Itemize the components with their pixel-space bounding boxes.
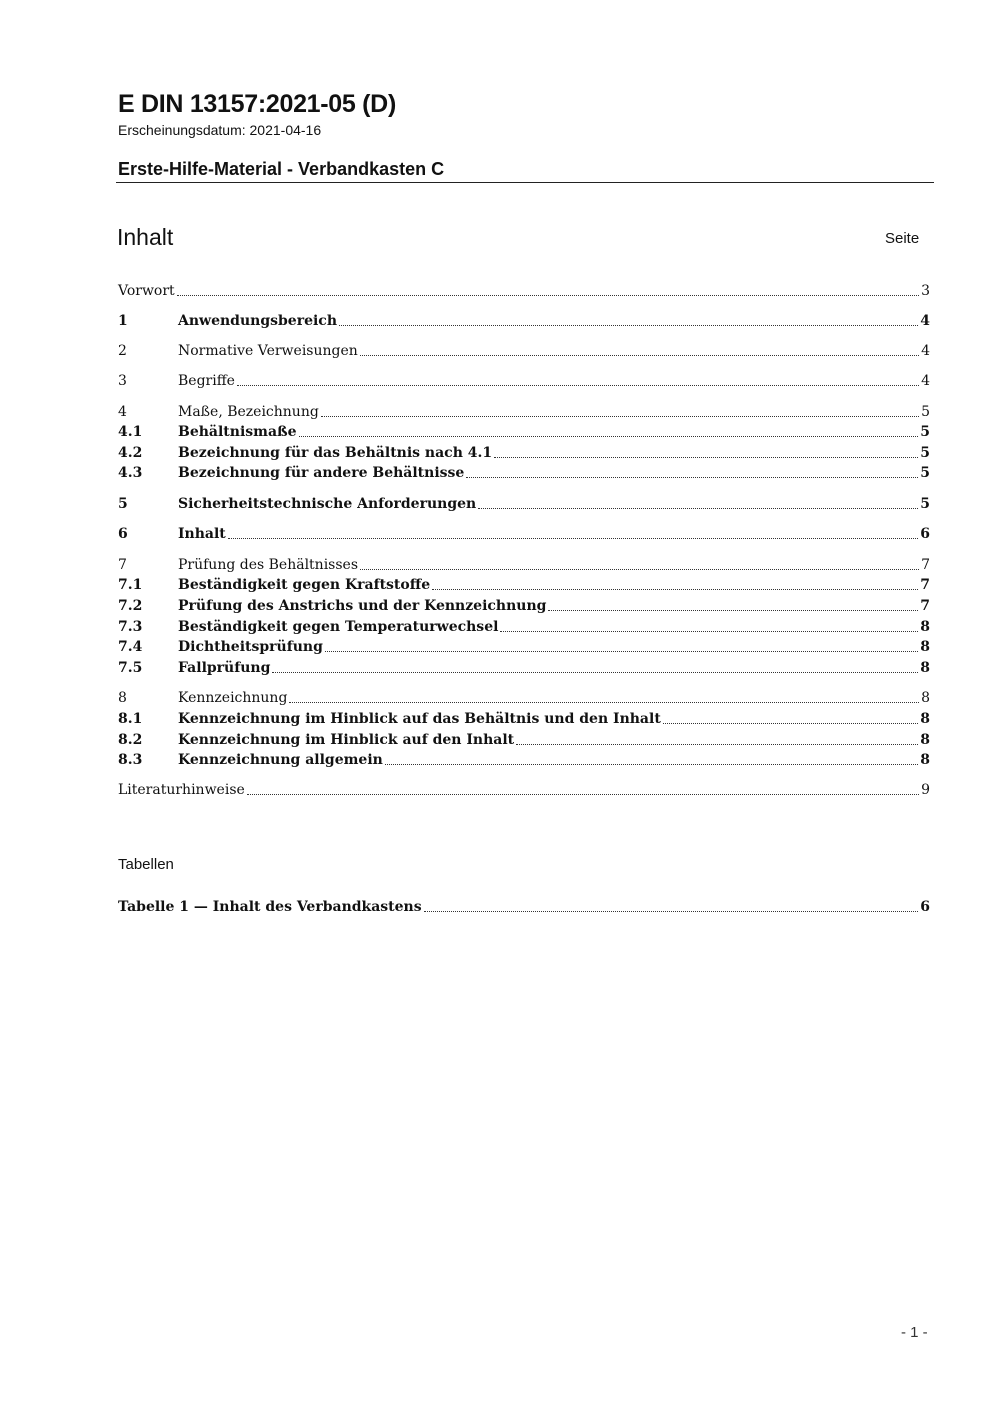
toc-entry-7-4[interactable] bbox=[118, 636, 930, 656]
table-list-entry-1[interactable] bbox=[118, 896, 930, 916]
toc-leader-dots bbox=[247, 793, 919, 795]
toc-entry-foreword[interactable] bbox=[118, 280, 930, 300]
toc-entry-text: Literaturhinweise bbox=[118, 782, 245, 798]
toc-leader-dots bbox=[432, 588, 918, 590]
toc-leader-dots bbox=[272, 671, 918, 673]
toc-entry-page: 8 bbox=[920, 732, 930, 748]
toc-entry-number: 7.1 bbox=[118, 577, 143, 593]
document-title: Erste-Hilfe-Material - Verbandkasten C bbox=[118, 159, 445, 179]
toc-entry-page: 7 bbox=[920, 577, 930, 593]
toc-entry-page: 8 bbox=[921, 690, 930, 706]
toc-entry-page: 8 bbox=[920, 660, 930, 676]
toc-entry-7-3[interactable] bbox=[118, 616, 930, 636]
tables-heading: Tabellen bbox=[118, 856, 174, 873]
toc-entry-page: 7 bbox=[921, 557, 930, 573]
toc-entry-text: Kennzeichnung allgemein bbox=[178, 752, 383, 768]
toc-entry-8-2[interactable] bbox=[118, 729, 930, 749]
toc-entry-4-1[interactable] bbox=[118, 421, 930, 441]
toc-entry-number: 5 bbox=[118, 496, 128, 512]
toc-entry-text: Kennzeichnung bbox=[178, 690, 288, 706]
toc-entry-4-3[interactable] bbox=[118, 462, 930, 482]
toc-entry-number: 8.2 bbox=[118, 732, 143, 748]
toc-entry-8-3[interactable] bbox=[118, 749, 930, 769]
toc-leader-dots bbox=[289, 701, 919, 703]
toc-entry-page: 7 bbox=[920, 598, 930, 614]
toc-entry-page: 8 bbox=[920, 639, 930, 655]
toc-entry-page: 8 bbox=[920, 752, 930, 768]
toc-entry-page: 5 bbox=[920, 445, 930, 461]
toc-entry-number: 7 bbox=[118, 557, 127, 573]
toc-leader-dots bbox=[494, 456, 918, 458]
toc-entry-4[interactable] bbox=[118, 401, 930, 421]
toc-entry-number: 4 bbox=[118, 404, 127, 420]
toc-entry-7[interactable] bbox=[118, 554, 930, 574]
toc-leader-dots bbox=[360, 354, 919, 356]
toc-entry-number: 4.2 bbox=[118, 445, 143, 461]
toc-entry-text: Kennzeichnung im Hinblick auf das Behältnis und den Inhalt bbox=[178, 711, 661, 727]
toc-entry-4-2[interactable] bbox=[118, 442, 930, 462]
table-entry-page: 6 bbox=[920, 899, 930, 915]
toc-entry-text: Vorwort bbox=[118, 283, 175, 299]
toc-entry-page: 6 bbox=[920, 526, 930, 542]
toc-leader-dots bbox=[299, 435, 919, 437]
toc-entry-number: 7.3 bbox=[118, 619, 143, 635]
title-divider bbox=[116, 182, 934, 183]
toc-entry-bibliography[interactable] bbox=[118, 779, 930, 799]
toc-entry-text: Prüfung des Anstrichs und der Kennzeichnung bbox=[178, 598, 547, 614]
toc-leader-dots bbox=[548, 609, 918, 611]
toc-leader-dots bbox=[500, 630, 918, 632]
toc-leader-dots bbox=[339, 324, 918, 326]
toc-entry-number: 4.3 bbox=[118, 465, 143, 481]
toc-leader-dots bbox=[228, 537, 918, 539]
toc-entry-5[interactable] bbox=[118, 493, 930, 513]
toc-entry-text: Bezeichnung für das Behältnis nach 4.1 bbox=[178, 445, 493, 461]
toc-entry-text: Fallprüfung bbox=[178, 660, 271, 676]
document-code: E DIN 13157:2021-05 (D) bbox=[118, 90, 396, 118]
toc-entry-number: 8.3 bbox=[118, 752, 143, 768]
toc-entry-page: 5 bbox=[920, 465, 930, 481]
toc-entry-text: Anwendungsbereich bbox=[178, 313, 337, 329]
toc-entry-number: 6 bbox=[118, 526, 128, 542]
toc-entry-page: 9 bbox=[921, 782, 930, 798]
toc-entry-page: 5 bbox=[921, 404, 930, 420]
toc-entry-7-1[interactable] bbox=[118, 574, 930, 594]
table-entry-text: Tabelle 1 — Inhalt des Verbandkastens bbox=[118, 899, 422, 915]
toc-entry-text: Beständigkeit gegen Temperaturwechsel bbox=[178, 619, 499, 635]
toc-entry-number: 7.4 bbox=[118, 639, 143, 655]
toc-entry-page: 4 bbox=[921, 343, 930, 359]
toc-entry-1[interactable] bbox=[118, 310, 930, 330]
toc-leader-dots bbox=[385, 763, 918, 765]
toc-entry-number: 8.1 bbox=[118, 711, 143, 727]
toc-entry-text: Dichtheitsprüfung bbox=[178, 639, 323, 655]
toc-leader-dots bbox=[478, 507, 918, 509]
toc-entry-text: Normative Verweisungen bbox=[178, 343, 358, 359]
toc-entry-text: Behältnismaße bbox=[178, 424, 297, 440]
toc-entry-text: Begriffe bbox=[178, 373, 235, 389]
toc-heading: Inhalt bbox=[117, 224, 174, 250]
toc-entry-text: Maße, Bezeichnung bbox=[178, 404, 319, 420]
toc-leader-dots bbox=[325, 650, 918, 652]
toc-entry-number: 7.2 bbox=[118, 598, 143, 614]
toc-entry-number: 3 bbox=[118, 373, 127, 389]
toc-entry-text: Inhalt bbox=[178, 526, 226, 542]
toc-leader-dots bbox=[663, 722, 918, 724]
toc-entry-number: 1 bbox=[118, 313, 128, 329]
toc-entry-number: 8 bbox=[118, 690, 127, 706]
toc-entry-page: 5 bbox=[920, 496, 930, 512]
toc-entry-text: Beständigkeit gegen Kraftstoffe bbox=[178, 577, 431, 593]
toc-leader-dots bbox=[360, 568, 919, 570]
toc-entry-7-2[interactable] bbox=[118, 595, 930, 615]
toc-entry-page: 4 bbox=[921, 373, 930, 389]
toc-entry-8[interactable] bbox=[118, 687, 930, 707]
toc-leader-dots bbox=[237, 384, 919, 386]
toc-leader-dots bbox=[177, 294, 919, 296]
publication-date: Erscheinungsdatum: 2021-04-16 bbox=[118, 122, 322, 138]
toc-entry-3[interactable] bbox=[118, 370, 930, 390]
toc-entry-number: 4.1 bbox=[118, 424, 143, 440]
toc-entry-page: 5 bbox=[920, 424, 930, 440]
toc-entry-page: 4 bbox=[920, 313, 930, 329]
toc-entry-page: 3 bbox=[921, 283, 930, 299]
toc-entry-text: Sicherheitstechnische Anforderungen bbox=[178, 496, 477, 512]
toc-entry-text: Prüfung des Behältnisses bbox=[178, 557, 359, 573]
toc-leader-dots bbox=[516, 743, 918, 745]
toc-entry-page: 8 bbox=[920, 619, 930, 635]
toc-leader-dots bbox=[466, 476, 918, 478]
toc-entry-number: 7.5 bbox=[118, 660, 143, 676]
toc-entry-7-5[interactable] bbox=[118, 657, 930, 677]
toc-entry-2[interactable] bbox=[118, 340, 930, 360]
toc-page-column-label: Seite bbox=[885, 230, 920, 247]
toc-leader-dots bbox=[424, 910, 919, 912]
page-number: - 1 - bbox=[901, 1324, 928, 1341]
toc-entry-6[interactable] bbox=[118, 523, 930, 543]
toc-entry-text: Kennzeichnung im Hinblick auf den Inhalt bbox=[178, 732, 515, 748]
toc-entry-8-1[interactable] bbox=[118, 708, 930, 728]
toc-entry-text: Bezeichnung für andere Behältnisse bbox=[178, 465, 465, 481]
toc-entry-number: 2 bbox=[118, 343, 127, 359]
toc-leader-dots bbox=[321, 415, 919, 417]
toc-entry-page: 8 bbox=[920, 711, 930, 727]
